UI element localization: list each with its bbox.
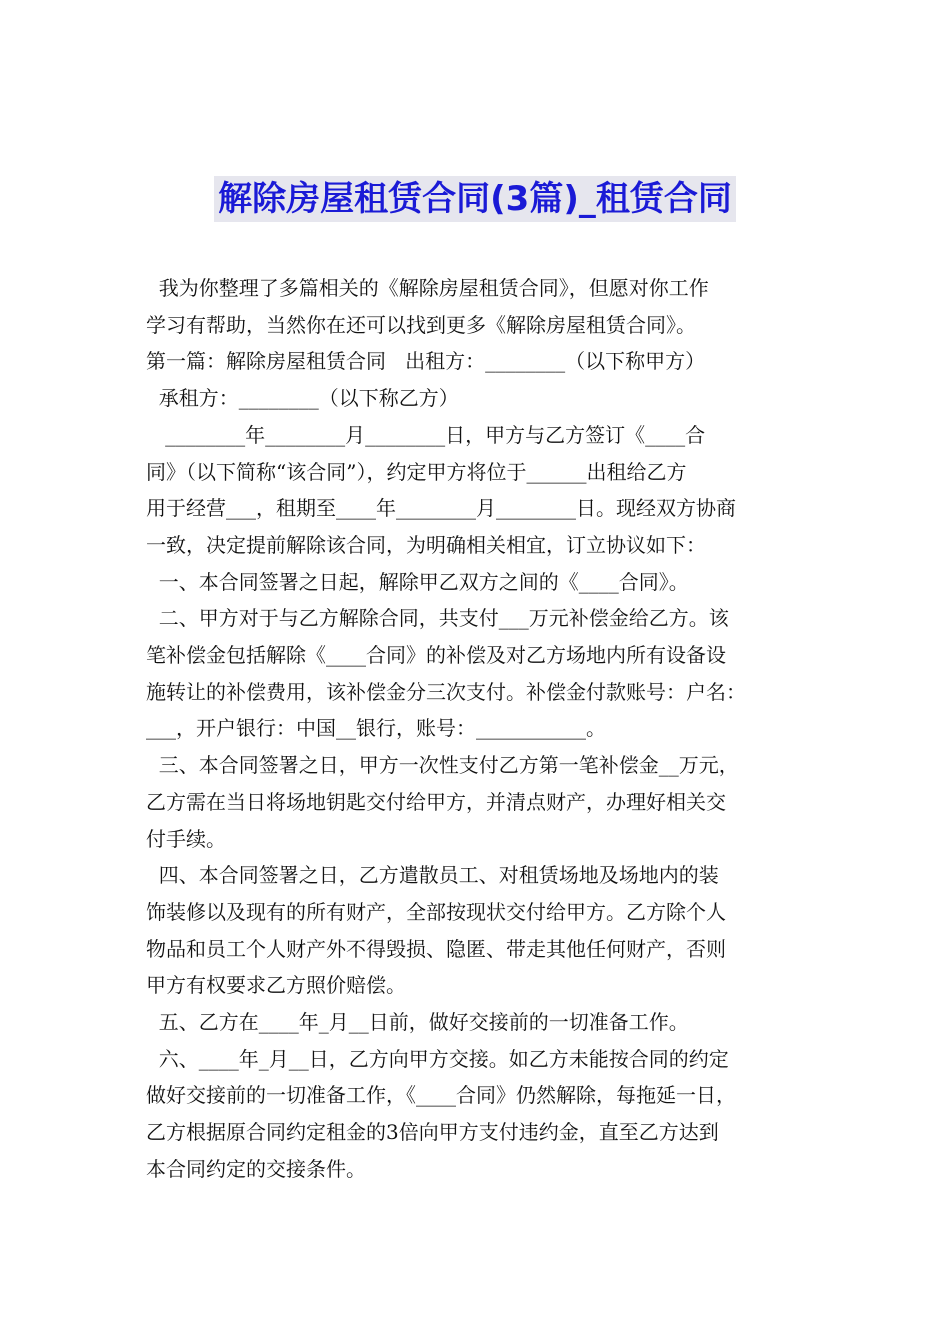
body-line: 本合同约定的交接条件。 — [146, 1156, 366, 1181]
body-line: 四、本合同签署之日，乙方遣散员工、对租赁场地及场地内的装 — [146, 863, 719, 888]
body-line: 乙方根据原合同约定租金的3倍向甲方支付违约金，直至乙方达到 — [146, 1120, 719, 1145]
body-line: 付手续。 — [146, 826, 226, 851]
body-line: 乙方需在当日将场地钥匙交付给甲方，并清点财产，办理好相关交 — [146, 789, 726, 814]
body-line: 饰装修以及现有的所有财产，全部按现状交付给甲方。乙方除个人 — [146, 899, 726, 924]
body-line: 一致，决定提前解除该合同，为明确相关相宜，订立协议如下： — [146, 532, 706, 557]
body-line: 施转让的补偿费用，该补偿金分三次支付。补偿金付款账号：户名： — [146, 679, 746, 704]
body-line: 第一篇：解除房屋租赁合同 出租方：________（以下称甲方） — [146, 349, 706, 374]
body-line: 做好交接前的一切准备工作，《____合同》仍然解除，每拖延一日， — [146, 1083, 736, 1108]
body-line: 同》（以下简称“该合同”），约定甲方将位于______出租给乙方 — [146, 459, 687, 484]
body-line: 学习有帮助，当然你在还可以找到更多《解除房屋租赁合同》。 — [146, 312, 696, 337]
body-line: 物品和员工个人财产外不得毁损、隐匿、带走其他任何财产，否则 — [146, 936, 726, 961]
document-title: 解除房屋租赁合同(3篇)_租赁合同 — [214, 176, 736, 222]
body-line: 一、本合同签署之日起，解除甲乙双方之间的《____合同》。 — [146, 569, 689, 594]
body-line: 二、甲方对于与乙方解除合同，共支付___万元补偿金给乙方。该 — [146, 606, 729, 631]
body-line: 甲方有权要求乙方照价赔偿。 — [146, 973, 406, 998]
body-line: ________年________月________日，甲方与乙方签订《____合 — [146, 422, 706, 447]
document-body — [146, 270, 816, 1188]
body-line: ___，开户银行：中国__银行，账号：___________。 — [146, 716, 606, 741]
title-container — [0, 176, 950, 222]
body-line: 承租方：________（以下称乙方） — [146, 386, 459, 411]
body-line: 三、本合同签署之日，甲方一次性支付乙方第一笔补偿金__万元， — [146, 753, 739, 778]
body-line: 六、____年_月__日，乙方向甲方交接。如乙方未能按合同的约定 — [146, 1046, 729, 1071]
body-line: 用于经营___，租期至____年________月________日。现经双方协商 — [146, 496, 736, 521]
body-line: 五、乙方在____年_月__日前，做好交接前的一切准备工作。 — [146, 1010, 689, 1035]
body-line: 我为你整理了多篇相关的《解除房屋租赁合同》，但愿对你工作 — [146, 276, 709, 300]
body-line: 笔补偿金包括解除《____合同》的补偿及对乙方场地内所有设备设 — [146, 643, 726, 668]
